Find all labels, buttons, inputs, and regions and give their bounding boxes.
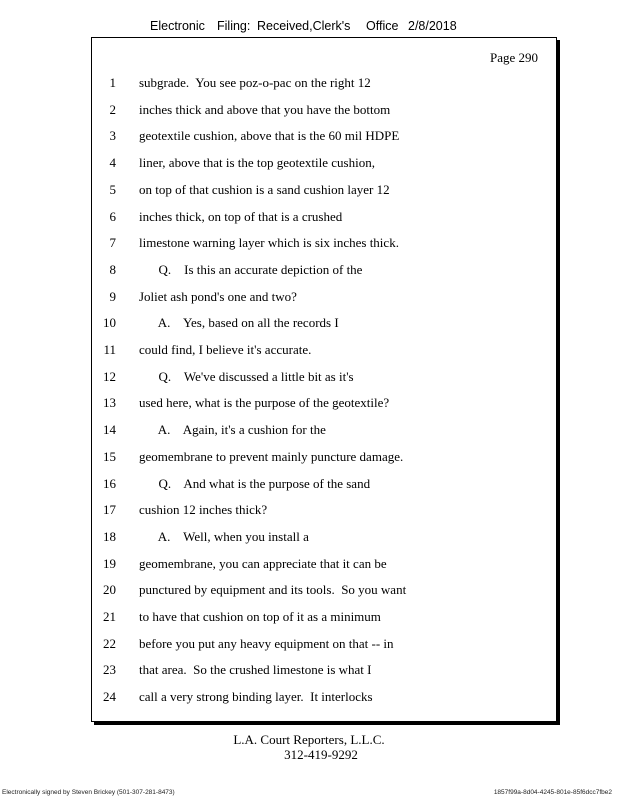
line-text: liner, above that is the top geotextile cushion,: [139, 155, 375, 171]
line-number: 11: [103, 342, 116, 357]
line-number: 15: [103, 448, 116, 464]
line-number: 6: [109, 208, 116, 224]
line-text: subgrade. You see poz-o-pac on the right 12: [139, 75, 371, 90]
line-text: punctured by equipment and its tools. So you want: [139, 582, 407, 598]
line-text: inches thick and above that you have the bottom: [139, 101, 391, 117]
line-number: 23: [103, 662, 116, 678]
reporter-company: L.A. Court Reporters, L.L.C.: [233, 732, 385, 747]
line-text: A. Yes, based on all the records I: [139, 315, 339, 331]
line-text: cushion 12 inches thick?: [139, 502, 268, 518]
line-text: limestone warning layer which is six inches thick.: [139, 235, 399, 251]
transcript-line: [92, 395, 556, 415]
header-word-received: Received,Clerk's: [257, 19, 351, 33]
line-number: 12: [103, 368, 116, 384]
electronic-signature: Electronically signed by Steven Brickey (501-307-281-8473): [2, 789, 175, 796]
line-text: Q. Is this an accurate depiction of the: [139, 261, 363, 277]
line-number: 14: [103, 422, 116, 438]
line-text: geotextile cushion, above that is the 60 mil HDPE: [139, 128, 400, 144]
transcript-line: [92, 689, 556, 709]
header-word-electronic: Electronic: [150, 19, 205, 33]
line-number: 7: [109, 235, 116, 251]
transcript-line: [92, 102, 556, 122]
transcript-line: [92, 502, 556, 522]
header-word-office: Office: [366, 19, 399, 33]
line-number: 13: [103, 395, 116, 411]
footer: [0, 732, 618, 762]
transcript-line: [92, 262, 556, 282]
line-text: A. Again, it's a cushion for the: [139, 422, 326, 438]
transcript-line: [92, 342, 556, 362]
line-text: inches thick, on top of that is a crushed: [139, 208, 343, 224]
transcript-page: [91, 37, 557, 722]
page-number: Page 290: [489, 50, 538, 65]
transcript-line: [92, 609, 556, 629]
transcript-line: [92, 556, 556, 576]
transcript-line: [92, 235, 556, 255]
line-text: to have that cushion on top of it as a minimum: [139, 609, 381, 624]
line-text: Joliet ash pond's one and two?: [139, 288, 297, 304]
line-text: on top of that cushion is a sand cushion layer 12: [139, 181, 390, 197]
transcript-line: [92, 155, 556, 175]
line-text: Q. And what is the purpose of the sand: [139, 475, 371, 491]
document-id: 1857f99a-8d04-4245-801e-85f6dcc7fbe2: [493, 789, 612, 796]
line-number: 21: [103, 609, 116, 624]
transcript-line: [92, 369, 556, 389]
header-word-filing: Filing:: [217, 19, 251, 33]
line-number: 4: [109, 155, 116, 171]
line-number: 18: [103, 528, 116, 544]
transcript-line: [92, 449, 556, 469]
line-number: 5: [109, 181, 116, 197]
transcript-line: [92, 128, 556, 148]
line-number: 24: [103, 689, 116, 705]
transcript-line: [92, 75, 556, 95]
line-number: 1: [109, 75, 116, 90]
line-text: could find, I believe it's accurate.: [139, 342, 312, 357]
line-number: 10: [103, 315, 116, 331]
line-text: that area. So the crushed limestone is what I: [139, 662, 372, 678]
transcript-line: [92, 182, 556, 202]
line-number: 22: [103, 635, 116, 651]
line-number: 9: [109, 288, 116, 304]
filing-header: [0, 19, 618, 37]
line-text: geomembrane, you can appreciate that it can be: [139, 555, 387, 571]
line-text: A. Well, when you install a: [139, 528, 309, 544]
transcript-line: [92, 476, 556, 496]
line-number: 19: [103, 555, 116, 571]
reporter-phone: 312-419-9292: [284, 747, 358, 762]
line-number: 16: [103, 475, 116, 491]
transcript-line: [92, 209, 556, 229]
line-number: 8: [109, 261, 116, 277]
transcript-line: [92, 582, 556, 602]
transcript-line: [92, 315, 556, 335]
transcript-line: [92, 529, 556, 549]
line-number: 2: [109, 101, 116, 117]
line-number: 17: [103, 502, 116, 518]
line-text: geomembrane to prevent mainly puncture damage.: [139, 448, 404, 464]
line-text: used here, what is the purpose of the geotextile?: [139, 395, 390, 411]
line-text: before you put any heavy equipment on that -- in: [139, 635, 394, 651]
transcript-line: [92, 662, 556, 682]
transcript-line: [92, 636, 556, 656]
header-date: 2/8/2018: [408, 19, 457, 33]
transcript-line: [92, 422, 556, 442]
line-number: 20: [103, 582, 116, 598]
line-number: 3: [109, 128, 116, 144]
line-text: Q. We've discussed a little bit as it's: [139, 368, 354, 384]
line-text: call a very strong binding layer. It interlocks: [139, 689, 373, 705]
transcript-line: [92, 289, 556, 309]
